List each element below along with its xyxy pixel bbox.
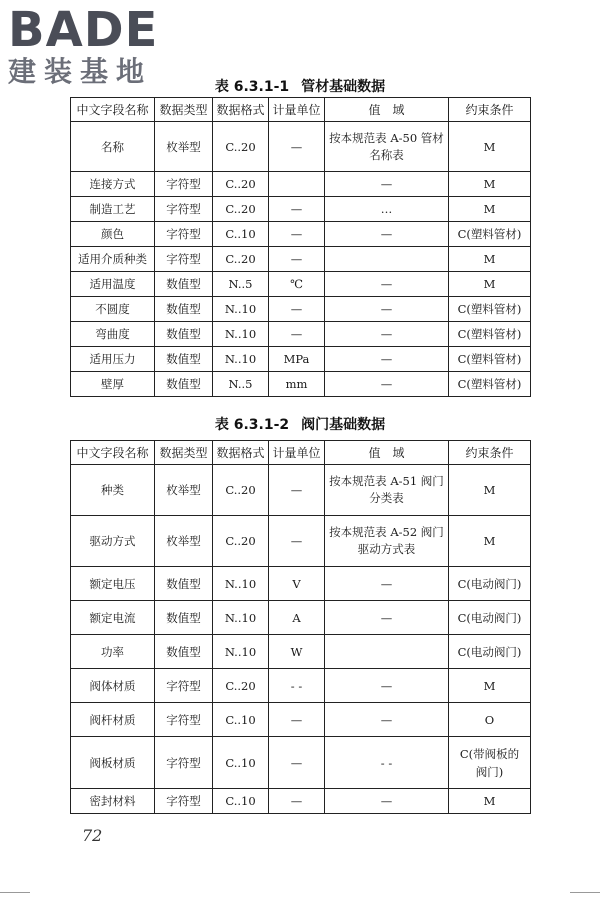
- cell-data-format: C..20: [213, 669, 269, 703]
- cell-field-name: 额定电压: [71, 567, 155, 601]
- table1-caption: [0, 76, 600, 96]
- cell-value-domain: —: [325, 222, 449, 247]
- cell-constraint: C(电动阀门): [449, 567, 531, 601]
- cell-constraint: C(塑料管材): [449, 222, 531, 247]
- cell-unit: —: [269, 516, 325, 567]
- cell-field-name: 额定电流: [71, 601, 155, 635]
- cell-data-type: 字符型: [155, 789, 213, 814]
- cell-field-name: 适用压力: [71, 347, 155, 372]
- cell-field-name: 颜色: [71, 222, 155, 247]
- table-row: [71, 347, 531, 372]
- cell-data-format: N..5: [213, 272, 269, 297]
- cell-constraint: M: [449, 122, 531, 172]
- cell-data-format: C..20: [213, 197, 269, 222]
- cell-constraint: M: [449, 197, 531, 222]
- cell-value-domain: [325, 635, 449, 669]
- header-constraint: 约束条件: [449, 98, 531, 122]
- table2-title: 阀门基础数据: [301, 417, 386, 433]
- cell-field-name: 阀板材质: [71, 737, 155, 789]
- table-row: [71, 737, 531, 789]
- pipe-data-table: [70, 97, 531, 397]
- cell-unit: —: [269, 122, 325, 172]
- cell-field-name: 密封材料: [71, 789, 155, 814]
- cell-data-format: C..20: [213, 247, 269, 272]
- header-value-domain: 值 域: [325, 98, 449, 122]
- cell-value-domain: —: [325, 322, 449, 347]
- cell-data-type: 枚举型: [155, 122, 213, 172]
- cell-field-name: 制造工艺: [71, 197, 155, 222]
- cell-unit: - -: [269, 669, 325, 703]
- cell-data-type: 字符型: [155, 222, 213, 247]
- cell-unit: —: [269, 737, 325, 789]
- table-row: [71, 465, 531, 516]
- cell-unit: —: [269, 322, 325, 347]
- cell-data-format: N..5: [213, 372, 269, 397]
- cell-data-type: 数值型: [155, 347, 213, 372]
- cell-value-domain: —: [325, 297, 449, 322]
- cell-field-name: 种类: [71, 465, 155, 516]
- cell-data-format: N..10: [213, 601, 269, 635]
- table-row: [71, 122, 531, 172]
- page-number: 72: [82, 826, 103, 845]
- cell-unit: —: [269, 465, 325, 516]
- cell-field-name: 名称: [71, 122, 155, 172]
- cell-constraint: O: [449, 703, 531, 737]
- cell-field-name: 功率: [71, 635, 155, 669]
- cell-field-name: 不圆度: [71, 297, 155, 322]
- cell-value-domain: 按本规范表 A-50 管材名称表: [325, 122, 449, 172]
- table-row: [71, 222, 531, 247]
- header-data-format: 数据格式: [213, 98, 269, 122]
- cell-constraint: C(塑料管材): [449, 297, 531, 322]
- cell-data-format: N..10: [213, 322, 269, 347]
- cell-data-format: N..10: [213, 567, 269, 601]
- cell-data-type: 数值型: [155, 567, 213, 601]
- cell-unit: V: [269, 567, 325, 601]
- cell-field-name: 壁厚: [71, 372, 155, 397]
- cell-data-format: C..20: [213, 172, 269, 197]
- table-row: [71, 669, 531, 703]
- cell-unit: —: [269, 222, 325, 247]
- cell-constraint: M: [449, 465, 531, 516]
- cell-value-domain: - -: [325, 737, 449, 789]
- cell-field-name: 阀体材质: [71, 669, 155, 703]
- cell-data-type: 数值型: [155, 372, 213, 397]
- table-header-row: [71, 441, 531, 465]
- cell-unit: —: [269, 297, 325, 322]
- header-constraint: 约束条件: [449, 441, 531, 465]
- table-row: [71, 703, 531, 737]
- cell-constraint: C(塑料管材): [449, 372, 531, 397]
- cell-constraint: C(电动阀门): [449, 635, 531, 669]
- table2-caption: [0, 414, 600, 434]
- header-field-name: 中文字段名称: [71, 441, 155, 465]
- table-row: [71, 297, 531, 322]
- cell-constraint: C(塑料管材): [449, 347, 531, 372]
- header-unit: 计量单位: [269, 98, 325, 122]
- cell-unit: [269, 172, 325, 197]
- cell-data-type: 枚举型: [155, 516, 213, 567]
- table-row: [71, 789, 531, 814]
- cell-value-domain: 按本规范表 A-52 阀门驱动方式表: [325, 516, 449, 567]
- cell-value-domain: …: [325, 197, 449, 222]
- table-row: [71, 601, 531, 635]
- cell-value-domain: —: [325, 372, 449, 397]
- cell-data-format: C..20: [213, 122, 269, 172]
- table2-number: 表 6.3.1-2: [214, 417, 290, 433]
- header-data-type: 数据类型: [155, 441, 213, 465]
- table-row: [71, 516, 531, 567]
- table-row: [71, 635, 531, 669]
- cell-value-domain: —: [325, 347, 449, 372]
- cell-value-domain: —: [325, 703, 449, 737]
- valve-data-table: [70, 440, 531, 814]
- logo-text-en: BADE: [8, 2, 159, 58]
- cell-field-name: 弯曲度: [71, 322, 155, 347]
- table-row: [71, 322, 531, 347]
- cell-constraint: M: [449, 247, 531, 272]
- table1-title: 管材基础数据: [301, 79, 386, 95]
- table-row: [71, 172, 531, 197]
- cell-unit: —: [269, 197, 325, 222]
- header-unit: 计量单位: [269, 441, 325, 465]
- cell-data-type: 字符型: [155, 172, 213, 197]
- cell-field-name: 驱动方式: [71, 516, 155, 567]
- cell-data-format: N..10: [213, 297, 269, 322]
- cell-data-format: C..10: [213, 737, 269, 789]
- table-row: [71, 247, 531, 272]
- header-data-type: 数据类型: [155, 98, 213, 122]
- cell-value-domain: —: [325, 601, 449, 635]
- logo-text-cn: 建装基地: [8, 55, 153, 88]
- cell-unit: MPa: [269, 347, 325, 372]
- cell-data-format: C..10: [213, 789, 269, 814]
- cell-unit: mm: [269, 372, 325, 397]
- cell-constraint: C(塑料管材): [449, 322, 531, 347]
- cell-constraint: M: [449, 172, 531, 197]
- table1-number: 表 6.3.1-1: [214, 79, 290, 95]
- cell-unit: —: [269, 247, 325, 272]
- cell-unit: A: [269, 601, 325, 635]
- cell-constraint: C(带阀板的阀门): [449, 737, 531, 789]
- cell-field-name: 阀杆材质: [71, 703, 155, 737]
- table-row: [71, 372, 531, 397]
- cell-data-type: 数值型: [155, 601, 213, 635]
- cell-value-domain: —: [325, 272, 449, 297]
- table-row: [71, 272, 531, 297]
- cell-data-format: C..10: [213, 703, 269, 737]
- cell-data-type: 字符型: [155, 669, 213, 703]
- cell-data-type: 字符型: [155, 197, 213, 222]
- header-field-name: 中文字段名称: [71, 98, 155, 122]
- table-row: [71, 567, 531, 601]
- cell-unit: ℃: [269, 272, 325, 297]
- cell-constraint: M: [449, 516, 531, 567]
- cell-constraint: M: [449, 669, 531, 703]
- cell-data-type: 枚举型: [155, 465, 213, 516]
- cell-data-type: 字符型: [155, 703, 213, 737]
- table-header-row: [71, 98, 531, 122]
- cell-constraint: C(电动阀门): [449, 601, 531, 635]
- cell-unit: W: [269, 635, 325, 669]
- cell-data-format: N..10: [213, 347, 269, 372]
- cell-unit: —: [269, 703, 325, 737]
- cell-data-type: 字符型: [155, 247, 213, 272]
- cell-value-domain: —: [325, 172, 449, 197]
- cell-data-type: 数值型: [155, 322, 213, 347]
- header-data-format: 数据格式: [213, 441, 269, 465]
- cell-data-format: C..20: [213, 516, 269, 567]
- cell-value-domain: [325, 247, 449, 272]
- cell-data-format: C..10: [213, 222, 269, 247]
- cell-value-domain: 按本规范表 A-51 阀门分类表: [325, 465, 449, 516]
- cell-field-name: 连接方式: [71, 172, 155, 197]
- cell-value-domain: —: [325, 669, 449, 703]
- cell-data-type: 数值型: [155, 635, 213, 669]
- cell-unit: —: [269, 789, 325, 814]
- cell-constraint: M: [449, 272, 531, 297]
- cell-value-domain: —: [325, 567, 449, 601]
- cell-value-domain: —: [325, 789, 449, 814]
- header-value-domain: 值 域: [325, 441, 449, 465]
- cell-data-format: N..10: [213, 635, 269, 669]
- table-row: [71, 197, 531, 222]
- cell-data-type: 字符型: [155, 737, 213, 789]
- cell-data-type: 数值型: [155, 272, 213, 297]
- crop-mark-left: [0, 892, 30, 893]
- cell-field-name: 适用温度: [71, 272, 155, 297]
- cell-field-name: 适用介质种类: [71, 247, 155, 272]
- crop-mark-right: [570, 892, 600, 893]
- cell-data-type: 数值型: [155, 297, 213, 322]
- cell-data-format: C..20: [213, 465, 269, 516]
- cell-constraint: M: [449, 789, 531, 814]
